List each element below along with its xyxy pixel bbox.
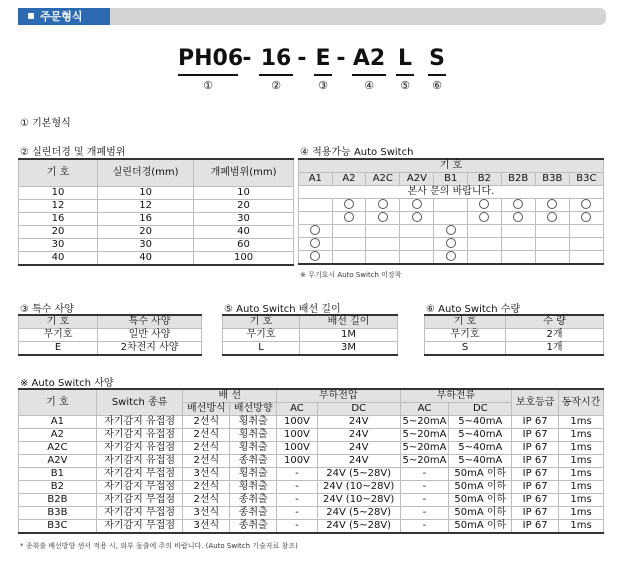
cell: IP 67 [512, 468, 559, 481]
table-row [19, 442, 604, 455]
circle-mark-icon [446, 251, 456, 261]
col-header: 배선방향 [230, 403, 277, 416]
cell [299, 212, 333, 225]
table-row [19, 507, 604, 520]
switch-compat-note: ※ 무기호시 Auto Switch 미장착 [300, 271, 402, 279]
cell: 1ms [559, 520, 604, 534]
table-row [19, 468, 604, 481]
cell [332, 225, 366, 238]
cell: 1ms [559, 442, 604, 455]
cell: - [400, 520, 449, 534]
section2-title: ② 실린더경 및 개폐범위 [20, 147, 126, 158]
section4-title: ④ 적용가능 Auto Switch [300, 147, 414, 158]
code-part-length: L [396, 44, 414, 76]
cell: 횡취출 [230, 468, 277, 481]
cell: 1ms [559, 416, 604, 429]
col-header: A1 [299, 173, 333, 186]
table-row [19, 200, 294, 213]
cell: 5~20mA [400, 442, 449, 455]
cell [468, 212, 502, 225]
cell [535, 225, 569, 238]
col-header: 부하전류 [400, 389, 512, 403]
circle-mark-icon [378, 212, 388, 222]
code-part-bore: 16 [259, 44, 293, 76]
cell [535, 199, 569, 212]
col-header: DC [449, 403, 512, 416]
cell: 100V [277, 455, 318, 468]
cell [299, 251, 333, 265]
cell: 5~40mA [449, 455, 512, 468]
cell: 12 [98, 200, 194, 213]
circle-mark-icon [310, 238, 320, 248]
cell [366, 251, 400, 265]
col-header: AC [277, 403, 318, 416]
cell: 1ms [559, 494, 604, 507]
table-row [19, 455, 604, 468]
cell [569, 212, 603, 225]
cell: 24V [317, 442, 400, 455]
table-row [19, 213, 294, 226]
cell: 자기감지 무접점 [96, 494, 183, 507]
table-row [223, 342, 398, 356]
cell: 자기감지 무접점 [96, 481, 183, 494]
col-header: 실린더경(mm) [98, 159, 194, 187]
cell: 2개 [506, 329, 604, 342]
cell [535, 238, 569, 251]
cell [366, 225, 400, 238]
cell [299, 238, 333, 251]
section1-title: ① 기본형식 [20, 118, 71, 129]
section6-title: ⑥ Auto Switch 수량 [426, 304, 521, 315]
cell [434, 212, 468, 225]
circle-mark-icon [310, 251, 320, 261]
cell [299, 225, 333, 238]
cell: 30 [98, 239, 194, 252]
cell: 2선식 [183, 442, 230, 455]
cell [434, 225, 468, 238]
cell: 3M [300, 342, 398, 356]
cell [332, 199, 366, 212]
table-row [19, 494, 604, 507]
cell: 자기감지 무접점 [96, 520, 183, 534]
table-row [299, 238, 604, 251]
cell: 횡취출 [230, 481, 277, 494]
table-row [19, 481, 604, 494]
col-header: B3C [569, 173, 603, 186]
cell: 자기감지 무접점 [96, 507, 183, 520]
cell [400, 225, 434, 238]
col-header: A2 [332, 173, 366, 186]
cell: 30 [194, 213, 294, 226]
cell: 자기감지 유접점 [96, 442, 183, 455]
spec-note: * 종취출 배선방향 센서 적용 시, 외부 돌출에 주의 바랍니다. (Auto Switch 기술자료 참조) [20, 542, 298, 550]
cell: 일반 사양 [98, 329, 202, 342]
cell: 1ms [559, 507, 604, 520]
table-row [19, 226, 294, 239]
cell: IP 67 [512, 507, 559, 520]
col-header: 기 호 [19, 389, 97, 416]
circle-mark-icon [581, 212, 591, 222]
cell: 50mA 이하 [449, 507, 512, 520]
code-number-2: ② [271, 79, 281, 92]
table-row [19, 342, 202, 356]
circle-mark-icon [446, 238, 456, 248]
col-header: 기 호 [19, 159, 98, 187]
col-header: 특수 사양 [98, 315, 202, 329]
switch-qty-table [424, 314, 604, 356]
cell [366, 212, 400, 225]
cell [400, 199, 434, 212]
cell [535, 212, 569, 225]
circle-mark-icon [513, 212, 523, 222]
cell: 3선식 [183, 468, 230, 481]
cell: 5~40mA [449, 442, 512, 455]
cell [434, 199, 468, 212]
col-header: 보호등급 [512, 389, 559, 416]
cell [569, 251, 603, 265]
cell: B3B [19, 507, 97, 520]
table-row [299, 186, 604, 199]
cell: 자기감지 무접점 [96, 468, 183, 481]
cell [434, 251, 468, 265]
cell: 10 [98, 187, 194, 200]
cell: 자기감지 유접점 [96, 455, 183, 468]
table-row [19, 329, 202, 342]
cell: 24V (5~28V) [317, 520, 400, 534]
cell: - [400, 481, 449, 494]
cell: 5~40mA [449, 416, 512, 429]
spec-title: ※ Auto Switch 사양 [20, 378, 114, 389]
col-header: 개폐범위(mm) [194, 159, 294, 187]
table-row [425, 342, 604, 356]
cell: 본사 문의 바랍니다. [299, 186, 604, 199]
cell: 16 [19, 213, 98, 226]
cell [501, 212, 535, 225]
table-row [19, 429, 604, 442]
cell: 5~20mA [400, 416, 449, 429]
section-header-title: 주문형식 [18, 8, 110, 25]
cell: - [400, 494, 449, 507]
cell: IP 67 [512, 520, 559, 534]
table-row [299, 225, 604, 238]
cell: 2선식 [183, 416, 230, 429]
cell: - [400, 468, 449, 481]
cell: 20 [98, 226, 194, 239]
cell [299, 199, 333, 212]
code-separator: - [297, 46, 307, 71]
cell: 50mA 이하 [449, 520, 512, 534]
cell [501, 199, 535, 212]
cell: 100V [277, 442, 318, 455]
cell: A2 [19, 429, 97, 442]
cell [468, 251, 502, 265]
cell: - [277, 507, 318, 520]
table-row [19, 520, 604, 534]
cell: - [277, 494, 318, 507]
circle-mark-icon [446, 225, 456, 235]
section5-title: ⑤ Auto Switch 배선 길이 [224, 304, 341, 315]
cell: A2C [19, 442, 97, 455]
cell: IP 67 [512, 442, 559, 455]
special-spec-table [18, 314, 202, 356]
cell: 1ms [559, 481, 604, 494]
cell: 40 [98, 252, 194, 266]
cell [535, 251, 569, 265]
col-header: 배 선 [183, 389, 277, 403]
code-separator: - [242, 46, 252, 71]
cell: 100V [277, 429, 318, 442]
cell: 횡취출 [230, 442, 277, 455]
cell: 2선식 [183, 429, 230, 442]
code-part-switch: A2 [352, 44, 386, 76]
circle-mark-icon [547, 212, 557, 222]
cell: 10 [19, 187, 98, 200]
table-row [425, 329, 604, 342]
col-header: B3B [535, 173, 569, 186]
switch-compat-table [298, 158, 604, 265]
cell: 100 [194, 252, 294, 266]
code-number-6: ⑥ [432, 79, 442, 92]
code-number-1: ① [203, 79, 213, 92]
cell [400, 251, 434, 265]
cell [468, 238, 502, 251]
bore-range-table [18, 158, 294, 266]
col-header: 기 호 [223, 315, 300, 329]
section-header-bar [18, 8, 606, 25]
cell [501, 238, 535, 251]
col-header: AC [400, 403, 449, 416]
cell: A2V [19, 455, 97, 468]
col-header: B2 [468, 173, 502, 186]
cell: 24V (10~28V) [317, 494, 400, 507]
cell: 20 [19, 226, 98, 239]
table-row [299, 212, 604, 225]
table-row [299, 199, 604, 212]
circle-mark-icon [547, 199, 557, 209]
cell: 40 [19, 252, 98, 266]
wire-length-table [222, 314, 398, 356]
code-number-5: ⑤ [400, 79, 410, 92]
cell: IP 67 [512, 429, 559, 442]
cell: 5~20mA [400, 429, 449, 442]
cell: 무기호 [19, 329, 98, 342]
cell [366, 238, 400, 251]
cell: 종취출 [230, 494, 277, 507]
table-row [19, 416, 604, 429]
cell: 자기감지 유접점 [96, 429, 183, 442]
circle-mark-icon [310, 225, 320, 235]
col-header: 기 호 [425, 315, 506, 329]
code-part-special: E [314, 44, 332, 76]
cell: 100V [277, 416, 318, 429]
cell [501, 251, 535, 265]
cell: 종취출 [230, 520, 277, 534]
col-header: 동작시간 [559, 389, 604, 416]
cell: - [277, 481, 318, 494]
cell: 1ms [559, 429, 604, 442]
code-number-4: ④ [364, 79, 374, 92]
cell: 1개 [506, 342, 604, 356]
cell: A1 [19, 416, 97, 429]
cell: IP 67 [512, 494, 559, 507]
cell [332, 251, 366, 265]
cell: 자기감지 유접점 [96, 416, 183, 429]
cell: 2선식 [183, 481, 230, 494]
cell: 2선식 [183, 455, 230, 468]
cell: 1ms [559, 455, 604, 468]
cell [501, 225, 535, 238]
col-header: 배선방식 [183, 403, 230, 416]
cell: B3C [19, 520, 97, 534]
col-header: 수 량 [506, 315, 604, 329]
cell: 24V [317, 429, 400, 442]
cell: 종취출 [230, 507, 277, 520]
cell: 1ms [559, 468, 604, 481]
cell: 10 [194, 187, 294, 200]
cell: 30 [19, 239, 98, 252]
col-header: DC [317, 403, 400, 416]
cell: E [19, 342, 98, 356]
circle-mark-icon [378, 199, 388, 209]
cell: 24V [317, 416, 400, 429]
section3-title: ③ 특수 사양 [20, 304, 74, 315]
cell [468, 199, 502, 212]
circle-mark-icon [344, 199, 354, 209]
cell [366, 199, 400, 212]
cell: IP 67 [512, 481, 559, 494]
cell: 50mA 이하 [449, 468, 512, 481]
table-row [299, 251, 604, 265]
circle-mark-icon [581, 199, 591, 209]
cell: B2B [19, 494, 97, 507]
cell: 12 [19, 200, 98, 213]
table-row [223, 329, 398, 342]
cell [332, 212, 366, 225]
col-header: 배선 길이 [300, 315, 398, 329]
code-part-qty: S [428, 44, 446, 76]
cell: 24V [317, 455, 400, 468]
cell: 20 [194, 200, 294, 213]
cell: 횡취출 [230, 429, 277, 442]
col-header: A2V [400, 173, 434, 186]
cell [569, 238, 603, 251]
cell [332, 238, 366, 251]
table-row [19, 187, 294, 200]
cell: 1M [300, 329, 398, 342]
cell: S [425, 342, 506, 356]
col-header: A2C [366, 173, 400, 186]
col-header: 기 호 [19, 315, 98, 329]
cell [400, 238, 434, 251]
cell: 50mA 이하 [449, 494, 512, 507]
cell: 2선식 [183, 494, 230, 507]
cell: IP 67 [512, 416, 559, 429]
switch-spec-table [18, 388, 604, 534]
cell [468, 225, 502, 238]
col-header: B1 [434, 173, 468, 186]
circle-mark-icon [513, 199, 523, 209]
cell: 5~20mA [400, 455, 449, 468]
circle-mark-icon [412, 199, 422, 209]
code-separator: - [336, 46, 346, 71]
cell [569, 225, 603, 238]
circle-mark-icon [412, 212, 422, 222]
circle-mark-icon [344, 212, 354, 222]
cell: 3선식 [183, 507, 230, 520]
cell [400, 212, 434, 225]
cell: 40 [194, 226, 294, 239]
circle-mark-icon [479, 212, 489, 222]
cell: B1 [19, 468, 97, 481]
cell: - [277, 520, 318, 534]
cell: 24V (10~28V) [317, 481, 400, 494]
cell: 무기호 [425, 329, 506, 342]
cell: 횡취출 [230, 416, 277, 429]
cell: 3선식 [183, 520, 230, 534]
col-header: 부하전압 [277, 389, 400, 403]
col-group-header: 기 호 [299, 159, 604, 173]
cell: 24V (5~28V) [317, 507, 400, 520]
cell: 무기호 [223, 329, 300, 342]
table-row [19, 252, 294, 266]
col-header: Switch 종류 [96, 389, 183, 416]
table-row [19, 239, 294, 252]
cell: 2차전지 사양 [98, 342, 202, 356]
cell: IP 67 [512, 455, 559, 468]
cell: 50mA 이하 [449, 481, 512, 494]
cell: 종취출 [230, 455, 277, 468]
code-number-3: ③ [318, 79, 328, 92]
cell [434, 238, 468, 251]
cell: 24V (5~28V) [317, 468, 400, 481]
cell [569, 199, 603, 212]
cell: - [277, 468, 318, 481]
col-header: B2B [501, 173, 535, 186]
cell: 60 [194, 239, 294, 252]
circle-mark-icon [479, 199, 489, 209]
cell: B2 [19, 481, 97, 494]
cell: 16 [98, 213, 194, 226]
cell: 5~40mA [449, 429, 512, 442]
cell: L [223, 342, 300, 356]
code-part-series: PH06 [178, 44, 238, 76]
cell: - [400, 507, 449, 520]
